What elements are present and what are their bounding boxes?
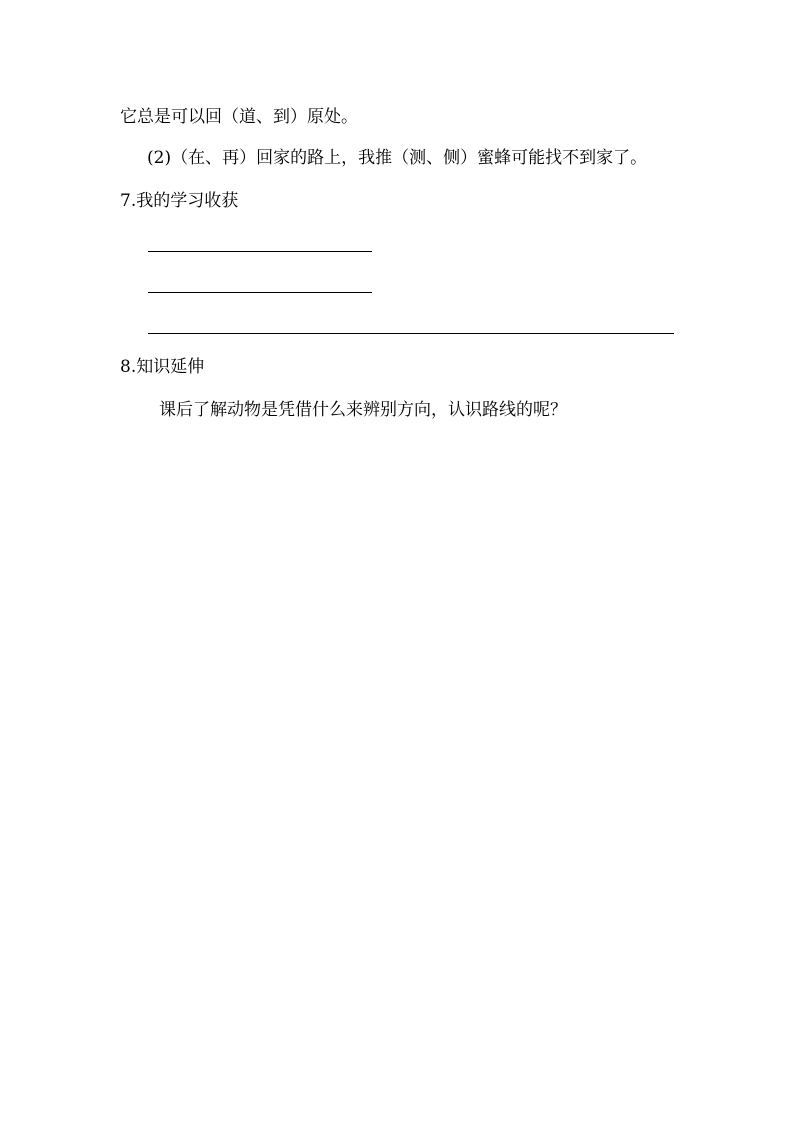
section-8-heading: 8.知识延伸 — [120, 357, 205, 377]
exercise-question-2: (2)（在、再）回家的路上，我推（测、侧）蜜蜂可能找不到家了。 — [147, 148, 648, 168]
answer-blank-line — [148, 292, 372, 293]
section-8-paragraph: 课后了解动物是凭借什么来辨别方向，认识路线的呢？ — [159, 400, 567, 420]
answer-blank-line — [148, 333, 674, 334]
section-7-heading: 7.我的学习收获 — [120, 191, 239, 211]
answer-blank-line — [148, 251, 372, 252]
exercise-text-line: 它总是可以回（道、到）原处。 — [120, 107, 358, 127]
